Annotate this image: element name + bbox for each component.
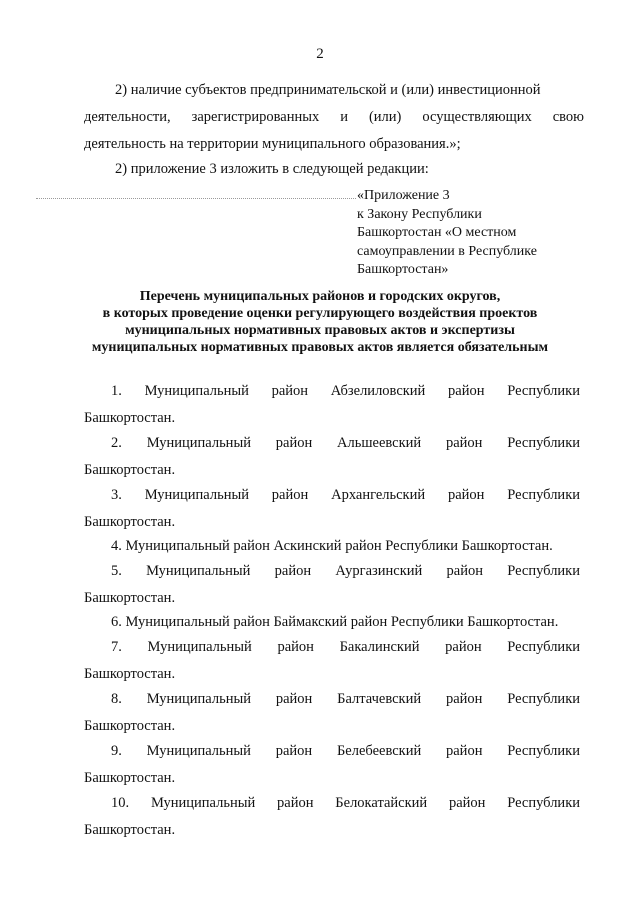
intro-line-1: 2) наличие субъектов предпринимательской и (или) инвестиционной <box>115 82 541 98</box>
list-item-continuation: Башкортостан. <box>84 590 176 606</box>
list-heading <box>60 288 580 356</box>
list-item-text: 5. Муниципальный район Аургазинский район Республики <box>111 563 580 579</box>
intro-line-2: деятельности, зарегистрированных и (или) осуществляющих свою <box>84 109 584 125</box>
list-item-continuation: Башкортостан. <box>84 718 176 734</box>
appendix-line-1: «Приложение 3 <box>357 188 450 203</box>
list-item-text: 2. Муниципальный район Альшеевский район Республики <box>111 435 580 451</box>
list-item <box>84 691 580 735</box>
appendix-line-4: самоуправлении в Республике <box>357 243 537 259</box>
scan-dotted-line <box>36 198 356 199</box>
page-number: 2 <box>316 46 324 62</box>
list-item <box>84 639 580 683</box>
list-item-continuation: Башкортостан. <box>84 770 176 786</box>
list-item-text: 10. Муниципальный район Белокатайский район Республики <box>111 795 580 811</box>
list-item <box>84 538 580 555</box>
list-item-text: 6. Муниципальный район Баймакский район Республики Башкортостан. <box>111 614 559 630</box>
list-item-text: 4. Муниципальный район Аскинский район Республики Башкортостан. <box>111 538 553 554</box>
heading-line-2: в которых проведение оценки регулирующего воздействия проектов <box>102 306 538 321</box>
list-item-text: 1. Муниципальный район Абзелиловский район Республики <box>111 383 580 399</box>
appendix-line-5: Башкортостан» <box>357 262 449 277</box>
intro-line-4: 2) приложение 3 изложить в следующей редакции: <box>115 161 429 177</box>
list-item <box>84 743 580 787</box>
heading-line-1: Перечень муниципальных районов и городских округов, <box>139 289 501 304</box>
list-item-continuation: Башкортостан. <box>84 410 176 426</box>
list-item <box>84 563 580 607</box>
list-item <box>84 435 580 479</box>
list-item <box>84 487 580 531</box>
list-item <box>84 383 580 427</box>
appendix-line-3: Башкортостан «О местном <box>357 225 517 240</box>
list-item-text: 3. Муниципальный район Архангельский район Республики <box>111 487 580 503</box>
intro-line-3: деятельность на территории муниципального образования.»; <box>84 136 461 152</box>
appendix-reference <box>357 187 537 280</box>
list-item-text: 8. Муниципальный район Балтачевский район Республики <box>111 691 580 707</box>
list-item <box>84 795 580 839</box>
list-item-continuation: Башкортостан. <box>84 666 176 682</box>
heading-line-4: муниципальных нормативных правовых актов является обязательным <box>91 340 549 355</box>
heading-line-3: муниципальных нормативных правовых актов и экспертизы <box>125 323 515 338</box>
appendix-line-2: к Закону Республики <box>357 206 482 222</box>
list-item-text: 7. Муниципальный район Бакалинский район Республики <box>111 639 580 655</box>
list-item-continuation: Башкортостан. <box>84 822 176 838</box>
list-item-continuation: Башкортостан. <box>84 514 176 530</box>
list-item <box>84 614 580 631</box>
list-item-continuation: Башкортостан. <box>84 462 176 478</box>
list-item-text: 9. Муниципальный район Белебеевский район Республики <box>111 743 580 759</box>
